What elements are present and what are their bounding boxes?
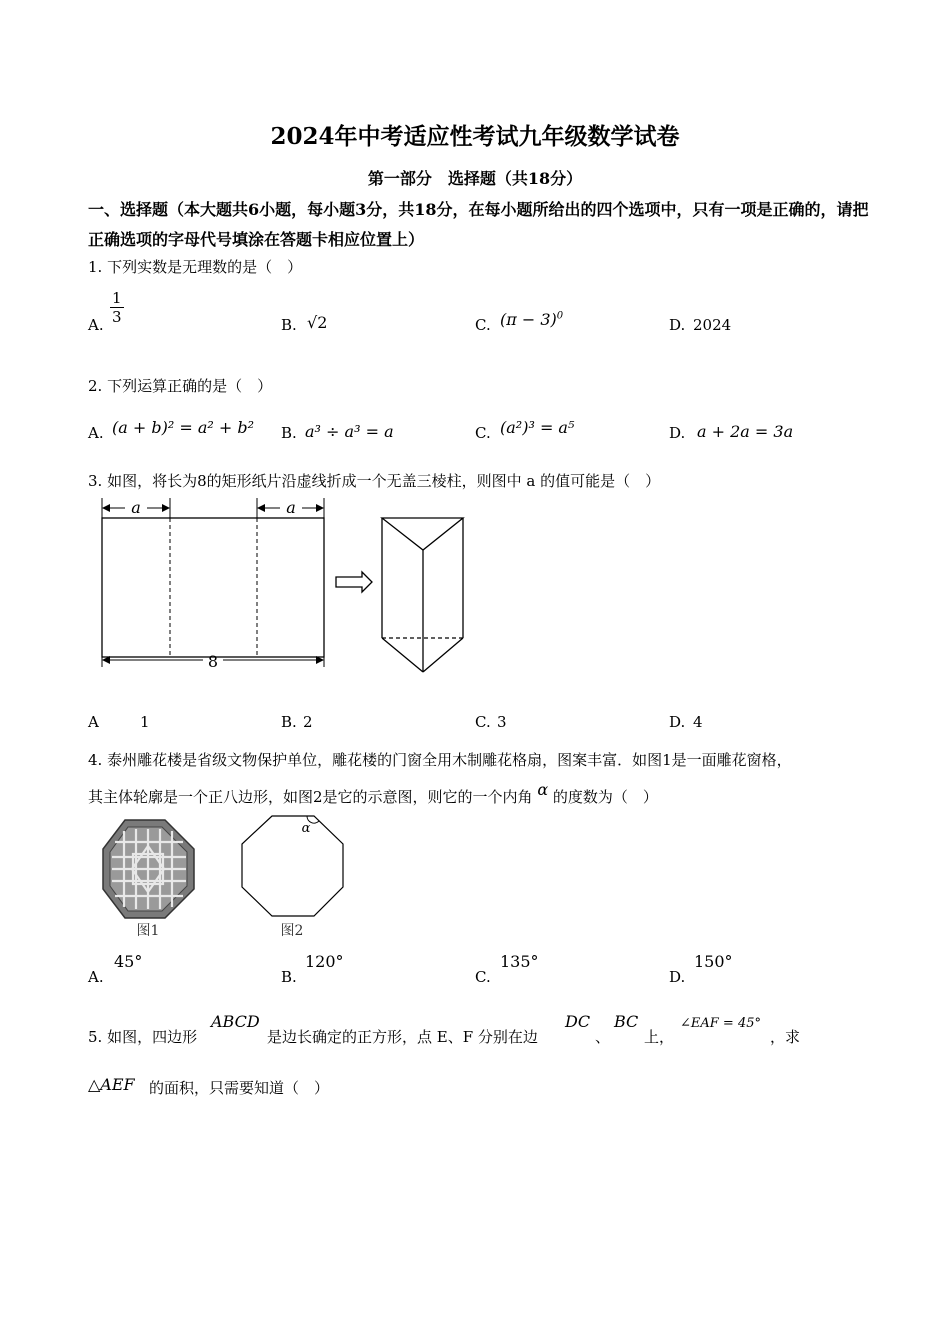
q5-separator: 、 xyxy=(595,1028,611,1046)
q3-label-a-right: a xyxy=(286,498,296,517)
q1-stem: 1. 下列实数是无理数的是（ ） xyxy=(88,258,303,276)
q2-option-c-label: C. xyxy=(475,424,491,442)
q4-stem-part1: 其主体轮廓是一个正八边形，如图2是它的示意图，则它的一个内角 xyxy=(88,788,533,806)
q2-stem: 2. 下列运算正确的是（ ） xyxy=(88,377,273,395)
q1-option-a-numerator: 1 xyxy=(112,289,122,307)
q3-label-a-left: a xyxy=(131,498,141,517)
q3-prism xyxy=(382,518,463,672)
q1-option-c-base: (π − 3) xyxy=(500,310,557,329)
q4-option-d-label: D. xyxy=(669,968,686,986)
q5-side-dc: DC xyxy=(565,1012,591,1031)
q1-option-d-label: D. xyxy=(669,316,686,334)
q4-option-b: 120° xyxy=(305,952,344,971)
q3-option-c-label: C. xyxy=(475,713,491,731)
q4-option-d: 150° xyxy=(694,952,733,971)
q1-option-c xyxy=(500,310,563,329)
q2-option-b: a³ ÷ a³ = a xyxy=(305,422,394,441)
q4-stem-line1: 4. 泰州雕花楼是省级文物保护单位，雕花楼的门窗全用木制雕花格扇，图案丰富．如图1是一面雕花窗格， xyxy=(88,751,792,769)
q4-alpha-label: α xyxy=(301,821,311,836)
q5-stem-on: 上， xyxy=(644,1028,675,1046)
q3-option-a-label: A xyxy=(88,713,99,731)
q3-option-c: 3 xyxy=(497,713,507,731)
q1-option-a xyxy=(110,289,124,326)
q3-option-b: 2 xyxy=(303,713,313,731)
q4-stem-part2: 的度数为（ ） xyxy=(552,788,658,806)
q3-option-b-label: B. xyxy=(281,713,297,731)
q4-octagon-diagram xyxy=(242,816,343,916)
q4-option-b-label: B. xyxy=(281,968,297,986)
q4-figures xyxy=(95,812,355,942)
q5-stem-mid: 是边长确定的正方形，点 E、F 分别在边 xyxy=(267,1028,538,1046)
q1-option-d: 2024 xyxy=(693,316,732,334)
q2-option-a: (a + b)² = a² + b² xyxy=(112,418,255,437)
q4-option-c: 135° xyxy=(500,952,539,971)
q2-option-a-label: A. xyxy=(88,424,104,442)
q3-figure xyxy=(95,495,475,680)
q3-rectangle xyxy=(102,518,324,657)
q5-square-abcd: ABCD xyxy=(211,1012,260,1031)
q5-angle-condition: ∠EAF = 45° xyxy=(680,1016,761,1031)
q1-option-a-label: A. xyxy=(88,316,104,334)
q4-stem-line2 xyxy=(88,780,658,807)
q4-option-a: 45° xyxy=(114,952,143,971)
q3-fold-arrow xyxy=(336,572,372,592)
q3-stem: 3. 如图，将长为8的矩形纸片沿虚线折成一个无盖三棱柱，则图中 a 的值可能是（ ） xyxy=(88,472,661,490)
q2-option-c: (a²)³ = a⁵ xyxy=(500,418,575,437)
q2-option-b-label: B. xyxy=(281,424,297,442)
q5-stem-start: 5. 如图，四边形 xyxy=(88,1028,198,1046)
q3-label-length: 8 xyxy=(207,652,219,671)
part-heading: 第一部分 选择题（共18分） xyxy=(367,169,583,188)
q2-option-d: a + 2a = 3a xyxy=(697,422,794,441)
q3-option-d-label: D. xyxy=(669,713,686,731)
q5-stem-end: 的面积，只需要知道（ ） xyxy=(149,1079,330,1097)
q1-option-b: √2 xyxy=(307,313,328,332)
q5-side-bc: BC xyxy=(614,1012,639,1031)
section-instructions: 一、选择题（本大题共6小题，每小题3分，共18分，在每小题所给出的四个选项中，只有一项是正确的，请把正确选项的字母代号填涂在答题卡相应位置上） xyxy=(88,200,869,249)
q5-stem-ask: ，求 xyxy=(770,1028,801,1046)
q4-fig2-caption: 图2 xyxy=(280,923,304,939)
q1-option-c-exponent: 0 xyxy=(556,310,564,322)
q5-triangle-aef: △AEF xyxy=(88,1075,135,1094)
q3-option-d: 4 xyxy=(693,713,703,731)
q2-option-d-label: D. xyxy=(669,424,686,442)
page-title: 2024年中考适应性考试九年级数学试卷 xyxy=(270,123,680,150)
q1-option-c-label: C. xyxy=(475,316,491,334)
q4-option-c-label: C. xyxy=(475,968,491,986)
carved-window-image xyxy=(103,820,194,918)
q3-option-a: 1 xyxy=(140,713,150,731)
q1-option-b-label: B. xyxy=(281,316,297,334)
q4-option-a-label: A. xyxy=(88,968,104,986)
q1-option-a-denominator: 3 xyxy=(112,308,122,326)
q4-fig1-caption: 图1 xyxy=(136,923,160,939)
q4-alpha-symbol: α xyxy=(537,780,549,799)
